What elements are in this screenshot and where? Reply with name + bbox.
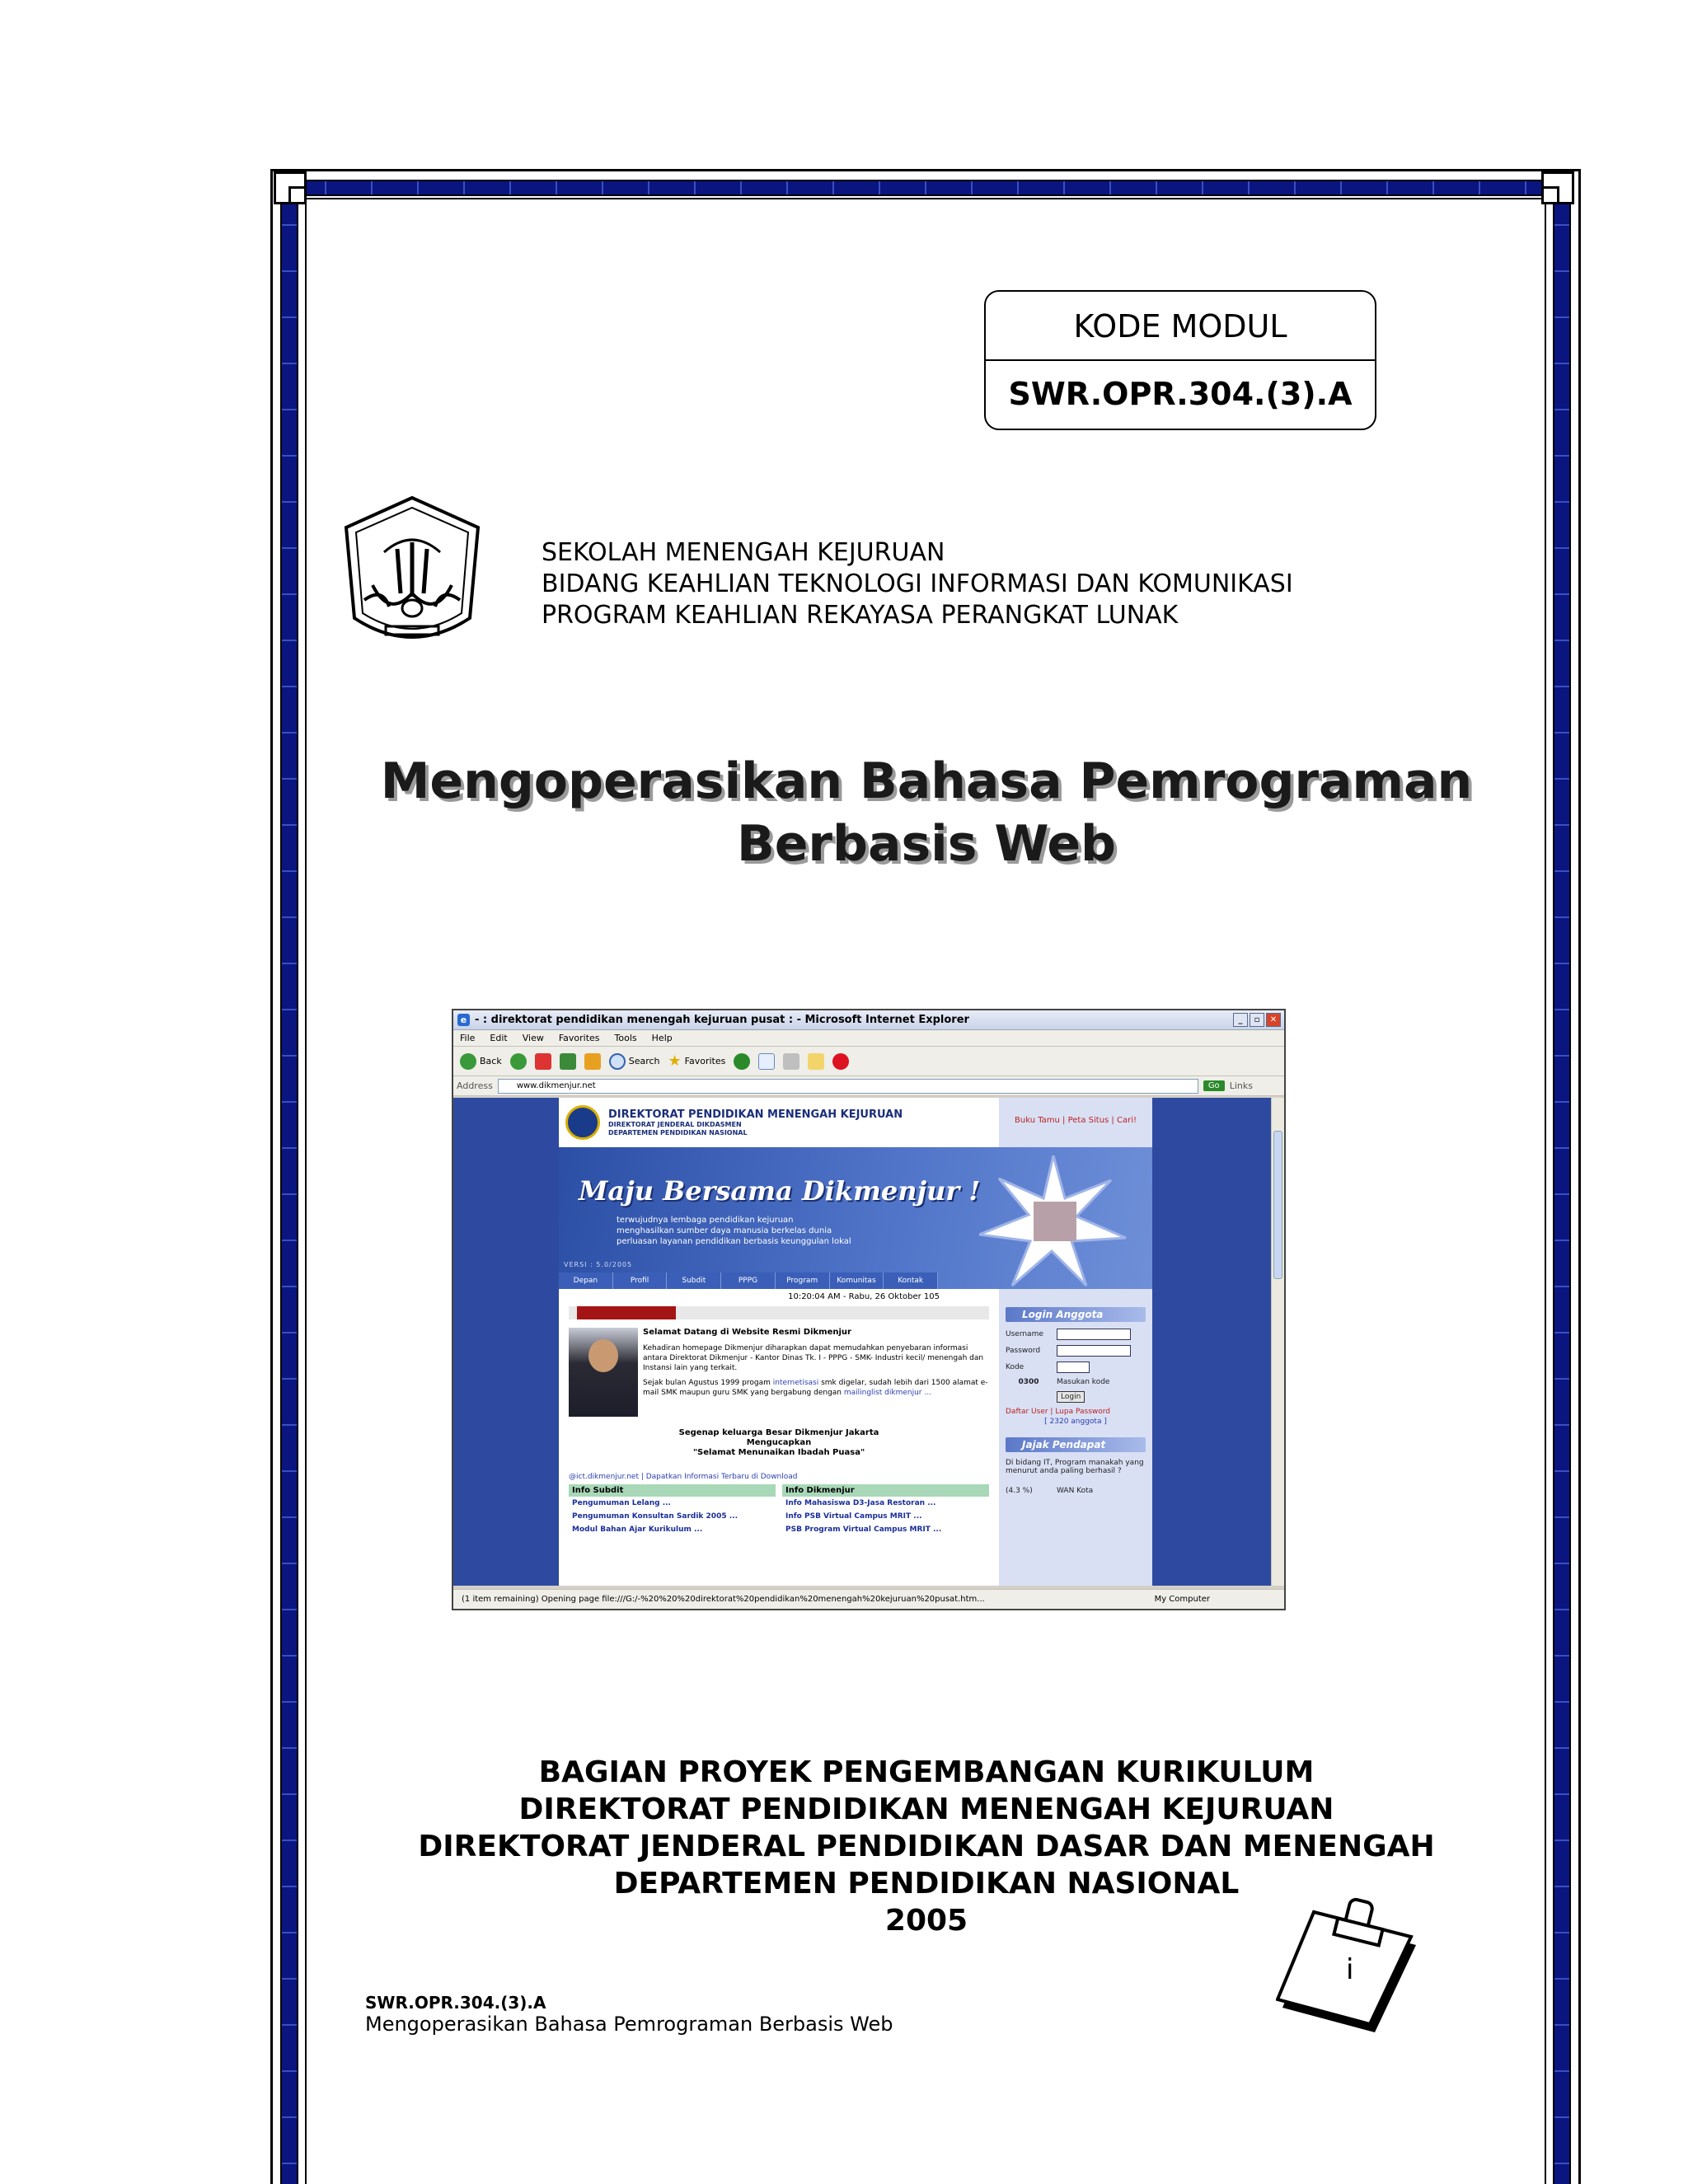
search-button[interactable] [609, 1053, 660, 1070]
banner-sub-1: terwujudnya lembaga pendidikan kejuruan [617, 1216, 794, 1225]
institution-line-1: BAGIAN PROYEK PENGEMBANGAN KURIKULUM [538, 1755, 1315, 1789]
frame-border-right [1553, 180, 1571, 2184]
internet-explorer-icon: e [457, 1014, 470, 1026]
nav-depan[interactable]: Depan [559, 1272, 613, 1289]
greeting-line-2: Mengucapkan [746, 1438, 812, 1447]
messenger-icon[interactable] [832, 1053, 849, 1070]
kode-modul-label: KODE MODUL [986, 292, 1375, 361]
poll-percent: (4.3 %) [1006, 1487, 1033, 1495]
info-dikmenjur-item[interactable]: Info Mahasiswa D3-Jasa Restoran ... [785, 1499, 936, 1507]
menu-edit[interactable]: Edit [490, 1033, 508, 1043]
site-emblem-icon [565, 1105, 600, 1140]
info-dikmenjur-item[interactable]: Info PSB Virtual Campus MRIT ... [785, 1512, 922, 1521]
close-icon[interactable]: ✕ [1266, 1013, 1281, 1027]
favorites-label: Favorites [684, 1056, 726, 1066]
browser-menubar [453, 1030, 1284, 1047]
frame-border-top [280, 180, 1571, 196]
site-banner [559, 1147, 1152, 1289]
welcome-paragraph-2 [643, 1378, 989, 1398]
nav-pppg[interactable]: PPPG [721, 1272, 776, 1289]
browser-viewport [453, 1098, 1273, 1586]
nav-profil[interactable]: Profil [613, 1272, 668, 1289]
greeting-line-3: "Selamat Menunaikan Ibadah Puasa" [692, 1448, 865, 1457]
nav-komunitas[interactable]: Komunitas [830, 1272, 884, 1289]
poll-head: Jajak Pendapat [1006, 1437, 1146, 1452]
kode-label: Kode [1006, 1363, 1025, 1371]
info-dikmenjur-item[interactable]: PSB Program Virtual Campus MRIT ... [785, 1526, 942, 1534]
frame-corner-top-left [274, 171, 307, 204]
go-button[interactable]: Go [1203, 1080, 1225, 1091]
institution-line-4: DEPARTEMEN PENDIDIKAN NASIONAL [613, 1867, 1240, 1900]
menu-favorites[interactable]: Favorites [558, 1033, 600, 1043]
menu-tools[interactable]: Tools [614, 1033, 637, 1043]
frame-border-left [280, 180, 298, 2184]
username-label: Username [1006, 1330, 1043, 1338]
info-columns [569, 1484, 989, 1536]
school-line-2: BIDANG KEAHLIAN TEKNOLOGI INFORMASI DAN KOMUNIKASI [542, 569, 1293, 598]
browser-titlebar [453, 1010, 1284, 1030]
info-subdit-item[interactable]: Modul Bahan Ajar Kurikulum ... [572, 1526, 703, 1534]
back-label: Back [480, 1056, 502, 1066]
website-page [559, 1098, 1152, 1586]
site-top-links[interactable]: Buku Tamu | Peta Situs | Cari! [999, 1098, 1152, 1147]
school-line-3: PROGRAM KEAHLIAN REKAYASA PERANGKAT LUNAK [542, 601, 1179, 630]
footer-module-title: Mengoperasikan Bahasa Pemrograman Berbasis Web [365, 2013, 893, 2036]
site-header-sub2: DEPARTEMEN PENDIDIKAN NASIONAL [608, 1128, 748, 1137]
browser-statusbar [453, 1589, 1284, 1609]
register-links[interactable]: Daftar User | Lupa Password [1006, 1408, 1111, 1416]
address-bar [453, 1076, 1284, 1096]
info-subdit [569, 1484, 776, 1536]
kode-modul-box [984, 290, 1376, 430]
maximize-icon[interactable]: ▫ [1250, 1013, 1264, 1027]
links-label[interactable]: Links [1229, 1080, 1253, 1091]
welcome-section [569, 1328, 989, 1417]
star-icon: ★ [668, 1052, 682, 1070]
poll-question: Di bidang IT, Program manakah yang menurut anda paling berhasil ? [1006, 1459, 1144, 1475]
kode-modul-value: SWR.OPR.304.(3).A [1008, 376, 1353, 412]
site-header-title: DIREKTORAT PENDIDIKAN MENENGAH KEJURUAN [608, 1108, 903, 1121]
status-text: (1 item remaining) Opening page file:///G:/-%20%20%20direktorat%20pendidikan%20menengah%20kejuruan%20pusat.htm... [462, 1595, 985, 1604]
browser-screenshot [452, 1009, 1286, 1610]
banner-sub-3: perluasan layanan pendidikan berbasis keunggulan lokal [617, 1237, 851, 1246]
password-input[interactable] [1057, 1345, 1131, 1357]
info-subdit-head: Info Subdit [569, 1484, 776, 1497]
progress-bar [569, 1306, 989, 1319]
browser-scrollbar[interactable] [1271, 1098, 1284, 1586]
tut-wuri-handayani-logo-icon [340, 494, 485, 659]
status-zone: My Computer [1154, 1595, 1210, 1604]
mailinglist-link[interactable]: mailinglist dikmenjur ... [843, 1389, 931, 1397]
info-subdit-item[interactable]: Pengumuman Lelang ... [572, 1499, 671, 1507]
internetisasi-link[interactable]: internetisasi [772, 1379, 819, 1387]
download-link[interactable]: @ict.dikmenjur.net | Dapatkan Informasi Terbaru di Download [569, 1473, 798, 1481]
site-header-sub1: DIREKTORAT JENDERAL DIKDASMEN [608, 1120, 742, 1128]
nav-kontak[interactable]: Kontak [884, 1272, 938, 1289]
search-label: Search [628, 1056, 660, 1066]
stop-icon[interactable] [535, 1053, 551, 1070]
footer-module-code: SWR.OPR.304.(3).A [365, 1993, 546, 2013]
welcome-p2-text-a: Sejak bulan Agustus 1999 progam [643, 1379, 773, 1387]
print-icon[interactable] [783, 1053, 799, 1070]
media-icon[interactable] [734, 1053, 750, 1070]
welcome-title: Selamat Datang di Website Resmi Dikmenjur [643, 1328, 851, 1337]
home-icon[interactable] [584, 1053, 601, 1070]
menu-help[interactable]: Help [651, 1033, 673, 1043]
institution-line-2: DIREKTORAT PENDIDIKAN MENENGAH KEJURUAN [518, 1793, 1334, 1826]
member-count: [ 2320 anggota ] [1044, 1418, 1107, 1426]
password-label: Password [1006, 1347, 1041, 1355]
greeting-message [569, 1428, 989, 1458]
institution-line-3: DIREKTORAT JENDERAL PENDIDIKAN DASAR DAN MENENGAH [418, 1830, 1435, 1863]
welcome-p2-text-b: smk digelar, sudah lebih dari 1500 alamat e-mail SMK maupun guru SMK yang bergabung dengan [643, 1379, 988, 1397]
banner-title: Maju Bersama Dikmenjur ! [579, 1175, 981, 1207]
forward-arrow-icon[interactable] [510, 1053, 527, 1070]
banner-sub-2: menghasilkan sumber daya manusia berkelas dunia [617, 1226, 832, 1235]
favorites-button[interactable] [668, 1052, 726, 1070]
nav-program[interactable]: Program [776, 1272, 830, 1289]
info-dikmenjur [782, 1484, 989, 1536]
welcome-paragraph-1: Kehadiran homepage Dikmenjur diharapkan dapat memudahkan penyebaran informasi antara Direktorat Dikmenjur - Kantor Dinas Tk. I - PPPG - SMK- Industri kecil/ menengah dan Instansi lain yang terkait. [643, 1344, 984, 1372]
site-main-content [559, 1289, 999, 1586]
school-line-1: SEKOLAH MENENGAH KEJURUAN [542, 538, 945, 567]
address-label: Address [457, 1080, 493, 1091]
folder-icon[interactable] [808, 1053, 824, 1070]
module-title-line-2: Berbasis Web [736, 815, 1117, 873]
browser-toolbar [453, 1047, 1284, 1076]
banner-version: VERSI : 5.0/2005 [564, 1261, 633, 1268]
greeting-line-1: Segenap keluarga Besar Dikmenjur Jakarta [678, 1428, 879, 1437]
refresh-icon[interactable] [560, 1053, 576, 1070]
site-sidebar [999, 1289, 1152, 1586]
frame-corner-top-right [1541, 171, 1574, 204]
minimize-icon[interactable]: _ [1233, 1013, 1248, 1027]
module-title [313, 750, 1540, 875]
window-controls [1233, 1013, 1281, 1027]
login-head: Login Anggota [1006, 1307, 1146, 1322]
username-input[interactable] [1057, 1329, 1131, 1340]
mail-icon[interactable] [758, 1053, 775, 1070]
search-icon [609, 1053, 626, 1070]
info-subdit-item[interactable]: Pengumuman Konsultan Sardik 2005 ... [572, 1512, 738, 1521]
back-arrow-icon [460, 1053, 476, 1070]
publication-year: 2005 [884, 1904, 968, 1938]
info-dikmenjur-head: Info Dikmenjur [782, 1484, 989, 1497]
banner-subtitle [617, 1215, 851, 1247]
address-input[interactable]: www.dikmenjur.net [498, 1079, 1198, 1094]
browser-window-title: - : direktorat pendidikan menengah kejuruan pusat : - Microsoft Internet Explorer [475, 1014, 969, 1026]
login-button[interactable]: Login [1057, 1391, 1085, 1403]
captcha-hint: Masukan kode [1057, 1378, 1110, 1386]
site-nav [559, 1272, 938, 1289]
school-info [542, 537, 1293, 631]
page-number: i [1346, 1953, 1354, 1986]
module-title-line-1: Mengoperasikan Bahasa Pemrograman [380, 752, 1473, 810]
menu-view[interactable]: View [522, 1033, 544, 1043]
director-photo [569, 1328, 638, 1417]
menu-file[interactable]: File [460, 1033, 476, 1043]
kode-input[interactable] [1057, 1361, 1090, 1373]
nav-subdit[interactable]: Subdit [667, 1272, 721, 1289]
site-datetime: 10:20:04 AM - Rabu, 26 Oktober 105 [788, 1292, 940, 1301]
back-button[interactable] [460, 1053, 502, 1070]
starburst-icon [979, 1155, 1128, 1287]
captcha-code: 0300 [1018, 1378, 1039, 1386]
poll-option[interactable]: WAN Kota [1057, 1487, 1094, 1495]
